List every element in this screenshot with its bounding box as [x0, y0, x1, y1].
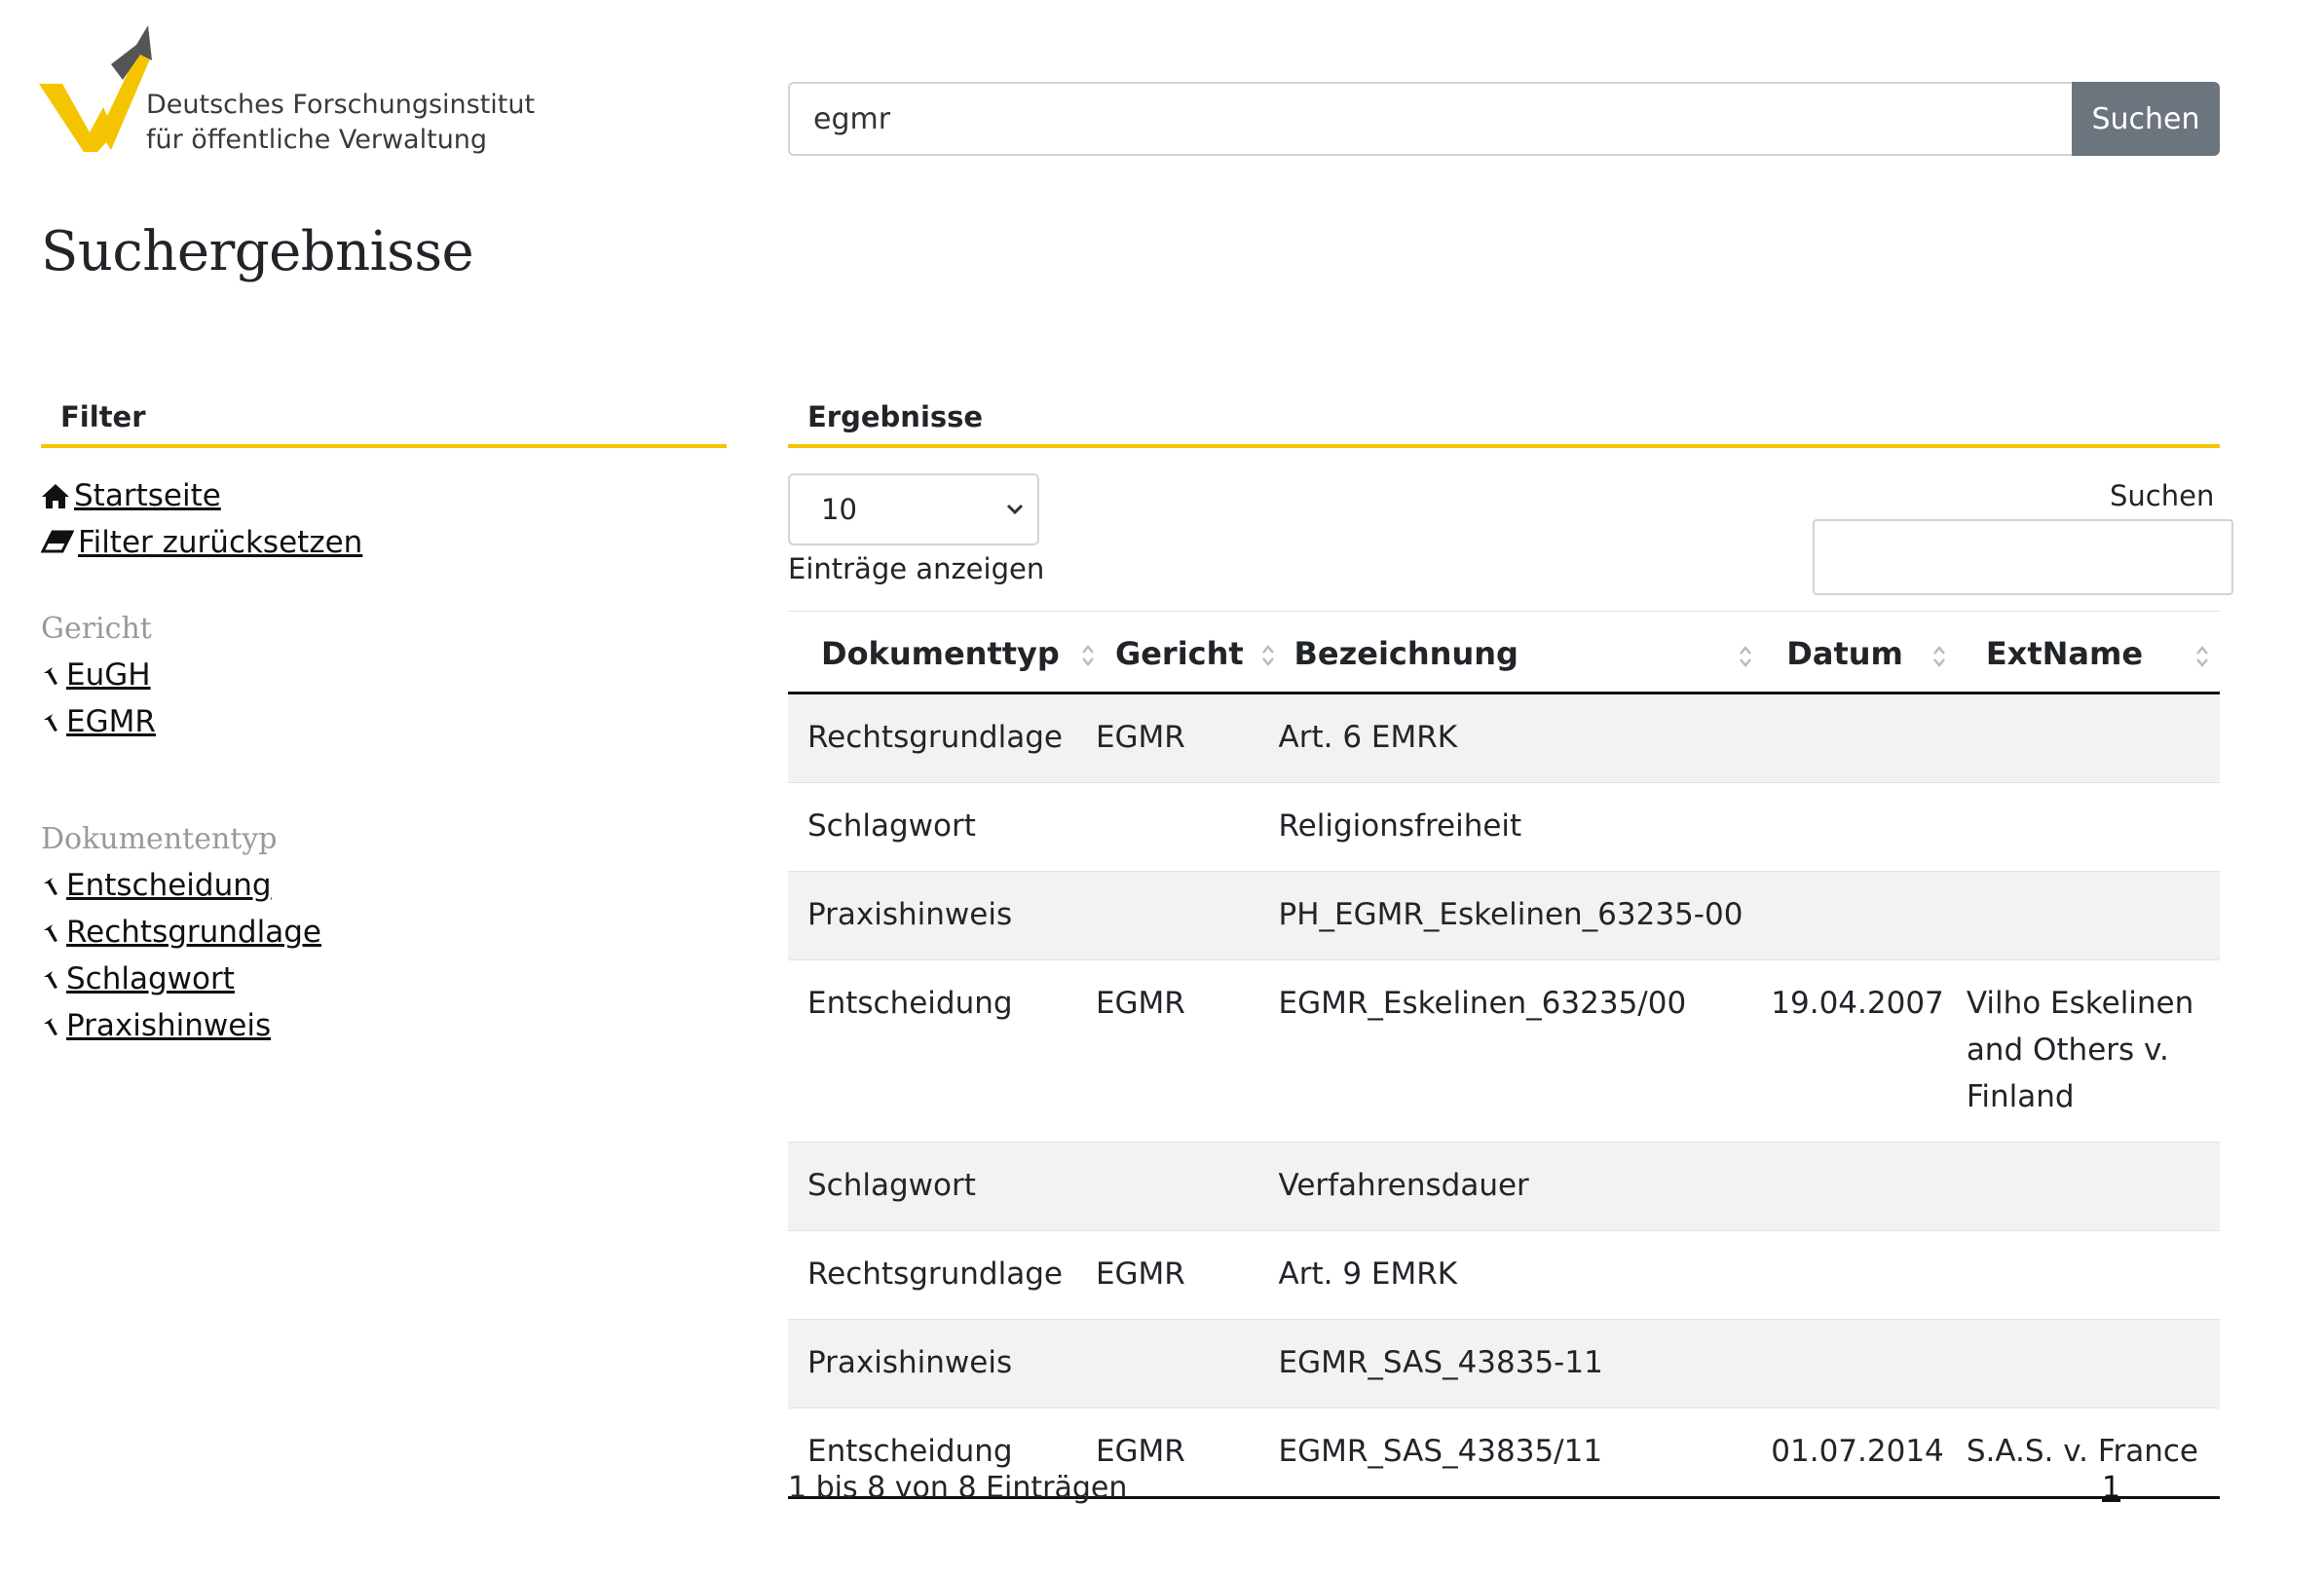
- column-header-dokumenttyp[interactable]: [788, 612, 1096, 694]
- filter-group-dokumententyp-title: Dokumententyp: [41, 822, 278, 856]
- filter-item-label: EGMR: [66, 704, 156, 739]
- cell-gericht: [1096, 872, 1279, 960]
- table-row[interactable]: [788, 694, 2220, 783]
- cell-datum: [1771, 1320, 1967, 1408]
- filter-item-praxishinweis[interactable]: [41, 1008, 271, 1043]
- reset-filter-label: Filter zurücksetzen: [78, 525, 363, 560]
- arrow-up-left-icon: [41, 968, 62, 990]
- logo-text: [146, 88, 535, 158]
- logo-line-2: für öffentliche Verwaltung: [146, 125, 488, 155]
- column-header-label: ExtName: [1985, 635, 2144, 672]
- cell-gericht: [1096, 783, 1279, 872]
- cell-gericht: EGMR: [1096, 694, 1279, 783]
- cell-extname: [1967, 872, 2220, 960]
- table-row[interactable]: [788, 1231, 2220, 1320]
- column-header-label: Gericht: [1114, 635, 1244, 672]
- arrow-up-left-icon: [41, 1015, 62, 1036]
- table-row[interactable]: [788, 1320, 2220, 1408]
- cell-dokumenttyp: Schlagwort: [788, 1143, 1096, 1231]
- cell-datum: 01.07.2014: [1771, 1408, 1967, 1498]
- filter-item-entscheidung[interactable]: [41, 868, 272, 903]
- cell-extname: [1967, 1143, 2220, 1231]
- sort-icon: [1260, 642, 1276, 669]
- column-header-datum[interactable]: [1771, 612, 1967, 694]
- column-header-label: Datum: [1786, 635, 1903, 672]
- entries-length-select[interactable]: [788, 473, 1039, 545]
- table-search-input[interactable]: [1813, 519, 2233, 595]
- cell-bezeichnung[interactable]: Verfahrensdauer: [1279, 1143, 1772, 1231]
- arrow-up-left-icon: [41, 921, 62, 943]
- cell-extname: [1967, 783, 2220, 872]
- filter-item-rechtsgrundlage[interactable]: [41, 915, 321, 950]
- cell-bezeichnung[interactable]: PH_EGMR_Eskelinen_63235-00: [1279, 872, 1772, 960]
- home-icon: [41, 481, 70, 510]
- cell-bezeichnung[interactable]: Religionsfreiheit: [1279, 783, 1772, 872]
- logo-mark[interactable]: [39, 25, 156, 152]
- cell-datum: [1771, 1143, 1967, 1231]
- cell-datum: [1771, 872, 1967, 960]
- cell-dokumenttyp: Rechtsgrundlage: [788, 694, 1096, 783]
- cell-dokumenttyp: Praxishinweis: [788, 872, 1096, 960]
- search-input[interactable]: [788, 82, 2074, 156]
- filter-item-label: Rechtsgrundlage: [66, 915, 321, 950]
- cell-datum: 19.04.2007: [1771, 960, 1967, 1143]
- entries-length-label: Einträge anzeigen: [788, 552, 1045, 585]
- column-header-label: Bezeichnung: [1293, 635, 1518, 672]
- cell-bezeichnung[interactable]: Art. 6 EMRK: [1279, 694, 1772, 783]
- cell-gericht: EGMR: [1096, 960, 1279, 1143]
- cell-gericht: EGMR: [1096, 1408, 1279, 1498]
- cell-extname: S.A.S. v. France: [1967, 1408, 2220, 1498]
- filter-group-gericht-title: Gericht: [41, 612, 152, 646]
- filter-heading: Filter: [41, 395, 727, 448]
- home-link[interactable]: [41, 478, 221, 513]
- column-header-gericht[interactable]: [1096, 612, 1279, 694]
- cell-bezeichnung[interactable]: EGMR_Eskelinen_63235/00: [1279, 960, 1772, 1143]
- column-header-label: Dokumenttyp: [821, 635, 1060, 672]
- entries-length-value: 10: [821, 493, 857, 526]
- filter-item-egmr[interactable]: [41, 704, 156, 739]
- cell-datum: [1771, 1231, 1967, 1320]
- filter-item-label: EuGH: [66, 657, 151, 693]
- table-row[interactable]: [788, 783, 2220, 872]
- logo-line-1: Deutsches Forschungsinstitut: [146, 90, 536, 120]
- column-header-bezeichnung[interactable]: [1279, 612, 1772, 694]
- cell-extname: [1967, 1320, 2220, 1408]
- arrow-up-left-icon: [41, 664, 62, 686]
- table-row[interactable]: [788, 872, 2220, 960]
- reset-filter-link[interactable]: [41, 525, 362, 560]
- cell-gericht: [1096, 1143, 1279, 1231]
- arrow-up-left-icon: [41, 711, 62, 732]
- results-table: [788, 611, 2220, 1499]
- cell-gericht: EGMR: [1096, 1231, 1279, 1320]
- cell-extname: Vilho Eskelinen and Others v. Finland: [1967, 960, 2220, 1143]
- cell-datum: [1771, 783, 1967, 872]
- cell-gericht: [1096, 1320, 1279, 1408]
- cell-extname: [1967, 1231, 2220, 1320]
- sort-icon: [1931, 643, 1947, 670]
- table-row[interactable]: [788, 1143, 2220, 1231]
- cell-bezeichnung[interactable]: EGMR_SAS_43835-11: [1279, 1320, 1772, 1408]
- page-title: Suchergebnisse: [41, 220, 474, 283]
- sort-icon: [2194, 643, 2210, 670]
- eraser-icon: [41, 528, 74, 557]
- sort-icon: [1738, 643, 1753, 670]
- home-link-label: Startseite: [74, 478, 221, 513]
- table-row[interactable]: [788, 960, 2220, 1143]
- cell-dokumenttyp: Entscheidung: [788, 960, 1096, 1143]
- cell-dokumenttyp: Schlagwort: [788, 783, 1096, 872]
- table-search-label: Suchen: [2110, 479, 2215, 512]
- cell-dokumenttyp: Praxishinweis: [788, 1320, 1096, 1408]
- table-info: 1 bis 8 von 8 Einträgen: [788, 1471, 1128, 1505]
- filter-item-eugh[interactable]: [41, 657, 151, 693]
- table-header-row: [788, 612, 2220, 694]
- cell-extname: [1967, 694, 2220, 783]
- filter-item-label: Schlagwort: [66, 961, 235, 996]
- search-button[interactable]: Suchen: [2072, 82, 2220, 156]
- pagination-page-1[interactable]: 1: [2102, 1471, 2121, 1505]
- filter-item-label: Praxishinweis: [66, 1008, 272, 1043]
- arrow-up-left-icon: [41, 875, 62, 896]
- column-header-extname[interactable]: [1967, 612, 2220, 694]
- cell-dokumenttyp: Rechtsgrundlage: [788, 1231, 1096, 1320]
- results-heading: Ergebnisse: [788, 395, 2220, 448]
- cell-bezeichnung[interactable]: Art. 9 EMRK: [1279, 1231, 1772, 1320]
- filter-item-label: Entscheidung: [66, 868, 272, 903]
- cell-dokumenttyp: Entscheidung: [788, 1408, 1096, 1498]
- sort-icon: [1080, 642, 1096, 669]
- logo-icon: [39, 25, 156, 152]
- cell-datum: [1771, 694, 1967, 783]
- cell-bezeichnung[interactable]: EGMR_SAS_43835/11: [1279, 1408, 1772, 1498]
- chevron-down-icon: [1006, 504, 1024, 515]
- filter-item-schlagwort[interactable]: [41, 961, 235, 996]
